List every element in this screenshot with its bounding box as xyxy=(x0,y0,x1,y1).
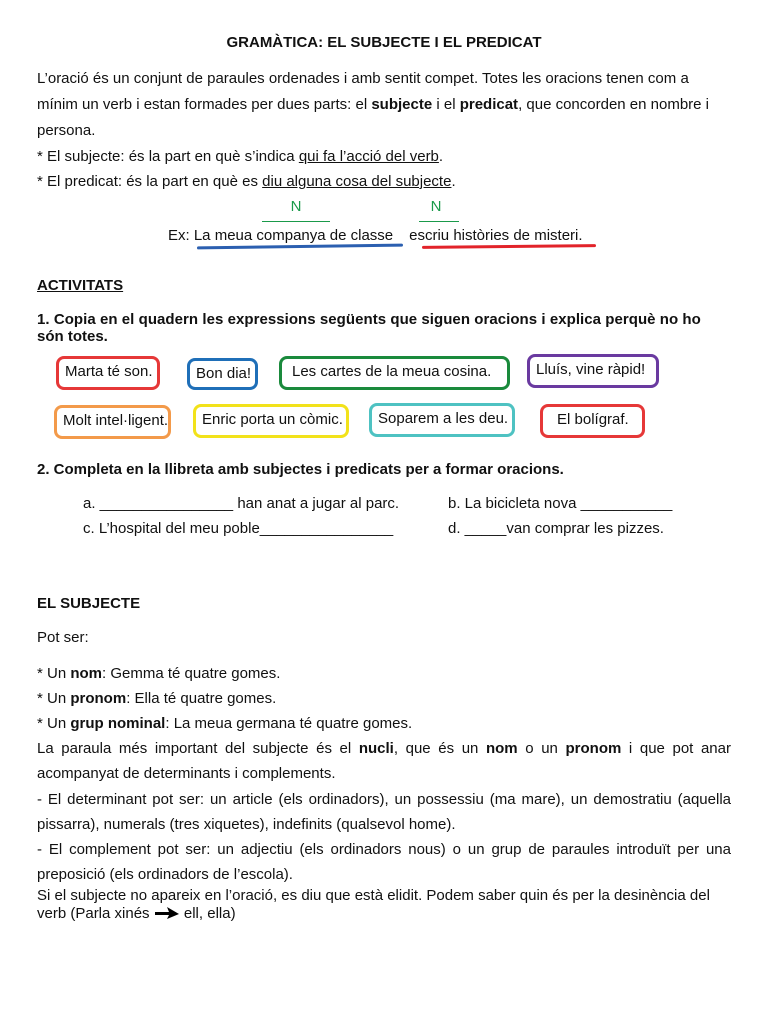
intro-line-1: L’oració és un conjunt de paraules ordenades i amb sentit compet. Totes les oracions tenen com a xyxy=(37,70,689,87)
definition-text: . xyxy=(438,148,444,165)
nucli-paragraph xyxy=(37,736,731,787)
term-subjecte: subjecte xyxy=(371,96,433,113)
subjecte-definition xyxy=(37,144,731,169)
list-item-text: : Ella té quatre gomes. xyxy=(126,690,277,707)
list-item-term: pronom xyxy=(70,690,127,707)
intro-text: , que concorden en nombre i xyxy=(518,96,710,113)
intro-line-3: persona. xyxy=(37,122,96,139)
elidit-text: ell, ella) xyxy=(179,905,236,922)
elidit-paragraph xyxy=(37,887,737,923)
paragraph-text: , que és un xyxy=(393,740,486,757)
example-predicate: escriu històries de misteri. xyxy=(409,227,583,244)
activitats-heading xyxy=(37,276,123,296)
arrow-right-icon xyxy=(154,906,180,920)
expression-box: Lluís, vine ràpid! xyxy=(527,354,659,388)
nucleus-label-predicate: N xyxy=(430,198,442,215)
paragraph-text: La paraula més important del subjecte és el xyxy=(37,740,359,757)
example-prefix: Ex: xyxy=(168,227,194,244)
intro-paragraph xyxy=(37,66,731,195)
predicate-underline xyxy=(422,244,596,249)
expression-box: El bolígraf. xyxy=(540,404,645,438)
expression-box: Marta té son. xyxy=(56,356,160,390)
definition-underlined: qui fa l’acció del verb xyxy=(298,148,439,165)
intro-line-2 xyxy=(37,92,731,118)
expression-box: Soparem a les deu. xyxy=(369,403,515,437)
definition-text: * El subjecte: és la part en què s’indica xyxy=(37,148,299,165)
list-item xyxy=(37,661,412,686)
question-1-line-2: són totes. xyxy=(37,328,108,345)
list-item-text: * Un xyxy=(37,690,71,707)
complement-paragraph: - El complement pot ser: un adjectiu (els ordinadors nous) o un grup de paraules introduït per una preposició (els ordinadors de l’escola). xyxy=(37,841,731,884)
exercise-b: b. La bicicleta nova ___________ xyxy=(448,495,673,512)
example-subject: La meua companya de classe xyxy=(193,227,394,244)
nucleus-line-predicate xyxy=(419,221,459,222)
list-item xyxy=(37,711,412,736)
elidit-line-2 xyxy=(37,905,737,923)
term-pronom: pronom xyxy=(565,740,622,757)
question-2: 2. Completa en la llibreta amb subjectes i predicats per a formar oracions. xyxy=(37,461,564,478)
activitats-heading-text: ACTIVITATS xyxy=(37,277,124,294)
nucleus-label-subject: N xyxy=(290,198,302,215)
definition-underlined: diu alguna cosa del subjecte xyxy=(262,173,452,190)
list-item-term: nom xyxy=(70,665,103,682)
page-title: GRAMÀTICA: EL SUBJECTE I EL PREDICAT xyxy=(226,34,542,51)
paragraph-text: i que pot anar acompanyat de determinants i complements. xyxy=(37,740,731,783)
pot-ser: Pot ser: xyxy=(37,629,89,646)
list-item-text: : La meua germana té quatre gomes. xyxy=(165,715,413,732)
expression-box: Bon dia! xyxy=(187,358,258,390)
elidit-line-1: Si el subjecte no apareix en l’oració, es diu que està elidit. Podem saber quin és per la desinència del xyxy=(37,887,710,904)
subject-explanation xyxy=(37,736,731,888)
list-item-term: grup nominal xyxy=(70,715,166,732)
definition-text: . xyxy=(451,173,456,190)
nucleus-line-subject xyxy=(262,221,330,222)
elidit-text: verb (Parla xinés xyxy=(37,905,154,922)
term-predicat: predicat xyxy=(459,96,519,113)
predicat-definition xyxy=(37,169,731,195)
expression-box: Enric porta un còmic. xyxy=(193,404,349,438)
determinant-paragraph: - El determinant pot ser: un article (els ordinadors), un possessiu (ma mare), un demostratiu (aquella pissarra), numerals (tres xiquetes), indefinits (qualsevol home). xyxy=(37,790,731,833)
exercise-c: c. L’hospital del meu poble________________ xyxy=(83,520,394,537)
expression-box: Molt intel·ligent. xyxy=(54,405,171,439)
term-nucli: nucli xyxy=(358,740,394,757)
list-item xyxy=(37,686,412,711)
exercise-a: a. ________________ han anat a jugar al parc. xyxy=(83,495,400,512)
expression-box: Les cartes de la meua cosina. xyxy=(279,356,510,390)
list-item-text: * Un xyxy=(37,665,71,682)
subject-types-list xyxy=(37,661,412,736)
list-item-text: : Gemma té quatre gomes. xyxy=(102,665,281,682)
definition-text: * El predicat: és la part en què es xyxy=(37,173,263,190)
list-item-text: * Un xyxy=(37,715,71,732)
paragraph-text: o un xyxy=(517,740,566,757)
exercise-d: d. _____van comprar les pizzes. xyxy=(448,520,664,537)
subjecte-heading: EL SUBJECTE xyxy=(37,595,141,612)
term-nom: nom xyxy=(485,740,518,757)
intro-text: mínim un verb i estan formades per dues parts: el xyxy=(37,96,372,113)
question-1 xyxy=(37,311,731,345)
intro-text: i el xyxy=(432,96,460,113)
question-1-line-1: 1. Copia en el quadern les expressions següents que siguen oracions i explica perquè no ho xyxy=(37,311,701,328)
